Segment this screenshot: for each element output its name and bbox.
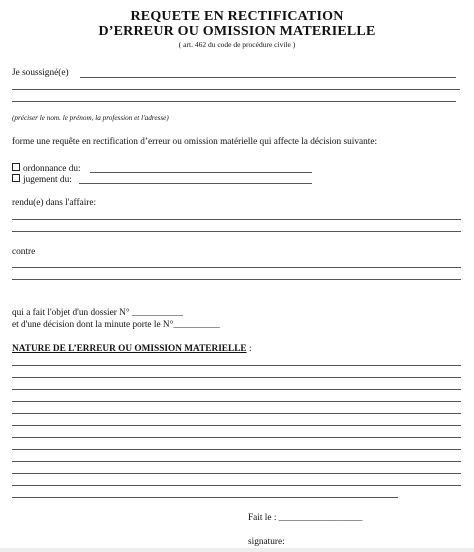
nature-line-8[interactable] [12,449,461,450]
nature-line-1[interactable] [12,365,461,366]
nature-line-6[interactable] [12,425,461,426]
page-bottom-edge [0,548,474,552]
jugement-row[interactable] [12,174,72,186]
nature-line-3[interactable] [12,389,461,390]
ordonnance-label: ordonnance du: [23,164,81,174]
fait-le-blank[interactable]: __________________ [278,513,363,523]
signature-label: signature: [248,537,285,547]
soussigne-line-3[interactable] [12,101,456,102]
rendu-label: rendu(e) dans l'affaire: [12,198,97,208]
minute-label: et d'une décision dont la minute porte le N° [12,320,174,330]
fait-le-label: Fait le : [248,513,277,523]
jugement-label: jugement du: [23,175,72,185]
nature-line-10[interactable] [12,473,461,474]
contre-label: contre [12,247,36,257]
nature-line-11[interactable] [12,485,461,486]
minute-number-blank[interactable]: __________ [173,320,220,330]
nature-line-12[interactable] [12,497,398,498]
ordonnance-checkbox[interactable] [12,163,20,171]
affaire-line-2[interactable] [12,231,461,232]
minute-row [12,320,220,331]
nature-heading-text: NATURE DE L’ERREUR OU OMISSION MATERIELLE [12,344,247,354]
dossier-row [12,308,183,319]
fait-le-row [248,513,362,524]
soussigne-line-2[interactable] [12,89,460,90]
nature-line-9[interactable] [12,461,461,462]
dossier-number-blank[interactable]: ___________ [131,308,184,318]
preciser-note: (préciser le nom. le prénom, la profession et l'adresse) [12,114,169,122]
soussigne-label: Je soussigné(e) [12,68,69,78]
document-title-line1: REQUETE EN RECTIFICATION [130,9,344,24]
contre-line-1[interactable] [12,267,461,268]
affaire-line-1[interactable] [12,219,461,220]
jugement-checkbox[interactable] [12,174,20,182]
nature-heading [12,344,252,355]
nature-line-7[interactable] [12,437,461,438]
nature-line-4[interactable] [12,401,461,402]
forme-requete-text: forme une requête en rectification d’erreur ou omission matérielle qui affecte la décision suivante: [12,137,378,147]
jugement-date-line[interactable] [79,183,312,184]
ordonnance-date-line[interactable] [90,172,312,173]
dossier-label: qui a fait l'objet d'un dossier N° [12,308,130,318]
nature-line-2[interactable] [12,377,461,378]
soussigne-line[interactable] [80,77,456,78]
nature-heading-colon: : [246,344,252,354]
nature-line-5[interactable] [12,413,461,414]
contre-line-2[interactable] [12,279,461,280]
document-subtitle: ( art. 462 du code de procédure civile ) [178,40,296,49]
document-title-line2: D’ERREUR OU OMISSION MATERIELLE [98,24,376,39]
